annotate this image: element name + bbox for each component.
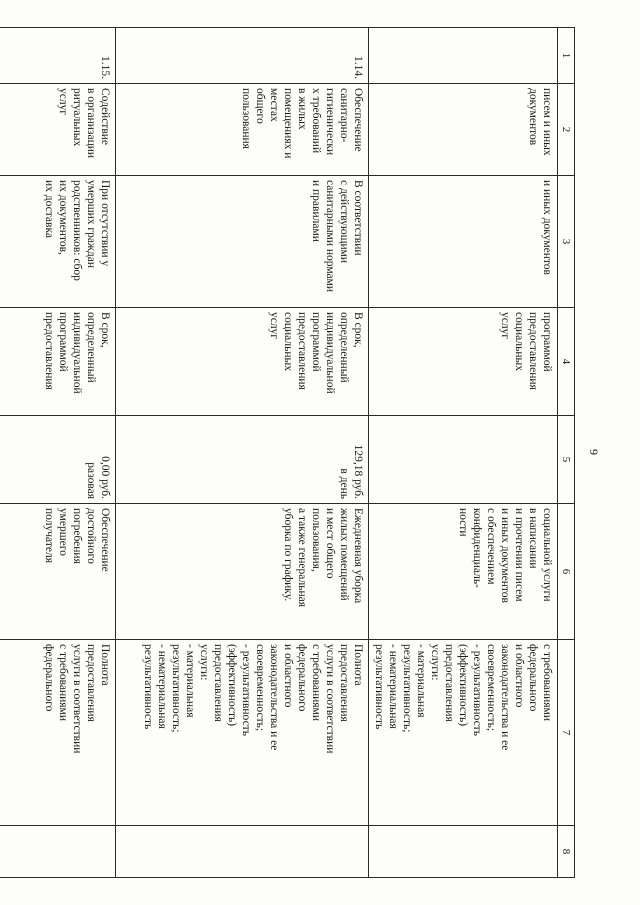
service-cost-cell	[116, 416, 369, 504]
cell-text-line: своевременность;	[254, 644, 266, 732]
cell-text-line: предоставления	[212, 644, 224, 722]
cell-text-line: а также генеральная	[296, 508, 308, 608]
cell-text-line: Полнота	[99, 644, 111, 686]
cell-text-line: писем и иных	[541, 88, 553, 156]
cell-text-line: услуги:	[198, 644, 210, 681]
cell-text-line: предоставления	[43, 312, 55, 390]
cell-text-line: услуг	[499, 312, 511, 340]
cell-text-line: и правилами	[310, 180, 322, 242]
cell-text-line: местах	[268, 88, 280, 122]
cell-text-line: с действующими	[338, 180, 350, 264]
cell-text-line: общего	[254, 88, 266, 124]
service-term-cell	[0, 308, 116, 416]
column-header: 1	[558, 28, 575, 84]
row-number-cell	[0, 28, 116, 84]
service-name-cell	[116, 84, 369, 176]
service-cost-cell	[369, 416, 558, 504]
table-row	[0, 28, 116, 878]
cell-text-line: программой	[57, 312, 69, 372]
cell-text-line: услуги в соответствии	[324, 644, 336, 754]
column-header: 4	[558, 308, 575, 416]
service-quality-cell	[369, 640, 558, 826]
cell-text-line: и иных документов	[499, 508, 511, 603]
cell-text-line: предоставления	[527, 312, 539, 390]
cell-text-line: В срок,	[352, 312, 364, 348]
cell-text-line: результативность	[373, 644, 385, 730]
table-body	[0, 28, 575, 878]
cell-text-line: получателя	[43, 508, 55, 563]
rotated-sheet	[43, 27, 601, 877]
cell-text-line: санитарно-	[338, 88, 350, 143]
cell-text-line: социальных	[513, 312, 525, 371]
cell-text-line: - результативность	[240, 644, 252, 736]
cell-text-line: программой	[541, 312, 553, 372]
cell-text-line: и областного	[513, 644, 525, 708]
cell-text-line: 1.15.	[99, 56, 111, 79]
column-header: 3	[558, 176, 575, 308]
cell-text-line: пользования,	[310, 508, 322, 572]
cell-text-line: в жилых	[296, 88, 308, 130]
service-cost-cell	[0, 416, 116, 504]
service-note-cell	[116, 826, 369, 878]
cell-text-line: - материальная	[415, 644, 427, 718]
cell-text-line: предоставления	[85, 644, 97, 722]
cell-text-line: В срок,	[99, 312, 111, 348]
service-quality-cell	[116, 640, 369, 826]
cell-text-line: пользования	[240, 88, 252, 149]
cell-text-line: федерального	[527, 644, 539, 712]
table-row	[116, 28, 369, 878]
cell-text-line: Полнота	[352, 644, 364, 686]
cell-text-line: 0,00 руб.	[99, 456, 111, 499]
cell-text-line: предоставления	[443, 644, 455, 722]
cell-text-line: предоставления	[338, 644, 350, 722]
cell-text-line: услуг	[57, 88, 69, 116]
cell-text-line: социальной услуги	[541, 508, 553, 602]
cell-text-line: социальных	[282, 312, 294, 371]
cell-text-line: уборка по графику.	[282, 508, 294, 602]
page-number: 9	[587, 449, 601, 455]
cell-text-line: (эффективность)	[457, 644, 469, 727]
cell-text-line: умершего	[57, 508, 69, 556]
row-number-cell	[116, 28, 369, 84]
cell-text-line: - результативность	[471, 644, 483, 736]
cell-text-line: с обеспечением	[485, 508, 497, 585]
cell-text-line: гигиенически	[324, 88, 336, 156]
cell-text-line: индивидуальной	[324, 312, 336, 394]
column-number-row	[558, 28, 575, 878]
cell-text-line: - нематериальная	[156, 644, 168, 729]
cell-text-line: родственников: сбор	[71, 180, 83, 281]
cell-text-line: - нематериальная	[387, 644, 399, 729]
cell-text-line: в организации	[85, 88, 97, 159]
service-basis-cell	[116, 176, 369, 308]
cell-text-line: Ежедневная уборка	[352, 508, 364, 604]
cell-text-line: предоставления	[296, 312, 308, 390]
column-header: 7	[558, 640, 575, 826]
cell-text-line: документов	[527, 88, 539, 146]
cell-text-line: и иных документов	[541, 180, 553, 275]
cell-text-line: разовая	[85, 462, 97, 499]
cell-text-line: Обеспечение	[99, 508, 111, 572]
cell-text-line: Обеспечение	[352, 88, 364, 152]
cell-text-line: услуги в соответствии	[71, 644, 83, 754]
service-quality-cell	[0, 640, 116, 826]
cell-text-line: жилых помещений	[338, 508, 350, 601]
service-name-cell	[0, 84, 116, 176]
cell-text-line: - материальная	[184, 644, 196, 718]
service-term-cell	[369, 308, 558, 416]
cell-text-line: и прочтении писем	[513, 508, 525, 602]
cell-text-line: результативность;	[401, 644, 413, 733]
cell-text-line: результативность;	[170, 644, 182, 733]
cell-text-line: и мест общего	[324, 508, 336, 579]
cell-text-line: В соответствии	[352, 180, 364, 256]
cell-text-line: с требованиями	[310, 644, 322, 722]
cell-text-line: и областного	[282, 644, 294, 708]
service-basis-cell	[369, 176, 558, 308]
cell-text-line: погребения	[71, 508, 83, 564]
cell-text-line: услуги:	[429, 644, 441, 681]
cell-text-line: 1.14.	[352, 56, 364, 79]
cell-text-line: помещениях и	[282, 88, 294, 159]
cell-text-line: законодательства и ее	[499, 644, 511, 751]
cell-text-line: федерального	[43, 644, 55, 712]
column-header: 8	[558, 826, 575, 878]
service-name-cell	[369, 84, 558, 176]
service-content-cell	[0, 504, 116, 640]
row-number-cell	[369, 28, 558, 84]
cell-text-line: санитарными нормами	[324, 180, 336, 293]
cell-text-line: Содействие	[99, 88, 111, 146]
cell-text-line: умерших граждан	[85, 180, 97, 268]
service-term-cell	[116, 308, 369, 416]
service-content-cell	[369, 504, 558, 640]
cell-text-line: (эффективность)	[226, 644, 238, 727]
cell-text-line: индивидуальной	[71, 312, 83, 394]
cell-text-line: ритуальных	[71, 88, 83, 147]
service-note-cell	[0, 826, 116, 878]
service-note-cell	[369, 826, 558, 878]
cell-text-line: их документов,	[57, 180, 69, 255]
cell-text-line: с требованиями	[57, 644, 69, 722]
cell-text-line: их доставка	[43, 180, 55, 238]
cell-text-line: в день	[338, 468, 350, 499]
cell-text-line: своевременность;	[485, 644, 497, 732]
cell-text-line: с требованиями	[541, 644, 553, 722]
service-content-cell	[116, 504, 369, 640]
column-header: 6	[558, 504, 575, 640]
cell-text-line: определенный	[338, 312, 350, 383]
cell-text-line: программой	[310, 312, 322, 372]
services-table	[0, 27, 575, 878]
cell-text-line: 129,18 руб.	[352, 444, 364, 499]
cell-text-line: услуг	[268, 312, 280, 340]
cell-text-line: достойного	[85, 508, 97, 564]
cell-text-line: При отсутствии у	[99, 180, 111, 267]
cell-text-line: конфиденциаль-	[471, 508, 483, 588]
cell-text-line: в написании	[527, 508, 539, 569]
column-header: 5	[558, 416, 575, 504]
cell-text-line: х требований	[310, 88, 322, 154]
cell-text-line: ности	[457, 508, 469, 537]
column-header: 2	[558, 84, 575, 176]
service-basis-cell	[0, 176, 116, 308]
cell-text-line: законодательства и ее	[268, 644, 280, 751]
cell-text-line: результативность	[142, 644, 154, 730]
table-row	[369, 28, 558, 878]
cell-text-line: федерального	[296, 644, 308, 712]
cell-text-line: определенный	[85, 312, 97, 383]
